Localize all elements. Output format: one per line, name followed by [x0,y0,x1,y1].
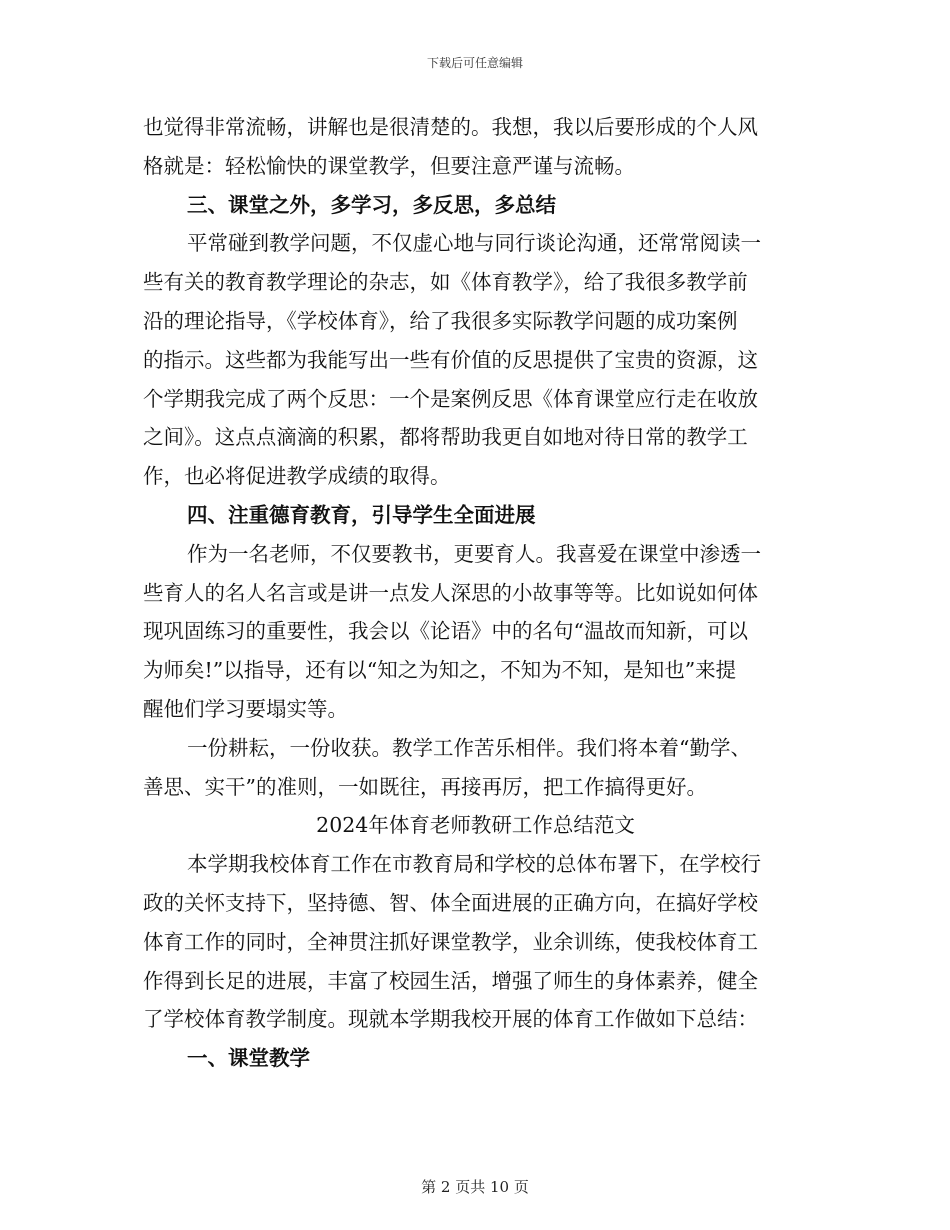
paragraph-first-line: 一份耕耘，一份收获。教学工作苦乐相伴。我们将本着“勤学、 [187,735,751,760]
body-text-line: 的指示。这些都为我能写出一些有价值的反思提供了宝贵的资源，这 [143,347,758,372]
body-text-line: 了学校体育教学制度。现就本学期我校开展的体育工作做如下总结： [143,1007,758,1032]
document-body [143,108,808,1078]
body-text-line: 作，也必将促进教学成绩的取得。 [143,464,451,489]
body-text-line: 格就是：轻松愉快的课堂教学，但要注意严谨与流畅。 [143,153,635,178]
section-heading: 一、课堂教学 [187,1046,310,1071]
section-heading: 三、课堂之外，多学习，多反思，多总结 [187,192,556,217]
article-title: 2024年体育老师教研工作总结范文 [316,813,635,838]
body-text-line: 为师矣!”以指导，还有以“知之为知之，不知为不知，是知也”来提 [143,658,737,683]
body-text-line: 之间》。这点点滴滴的积累，都将帮助我更自如地对待日常的教学工 [143,425,748,450]
page-header: 下载后可任意编辑 [426,56,523,70]
section-heading: 四、注重德育教育，引导学生全面进展 [187,502,536,527]
body-text-line: 体育工作的同时，全神贯注抓好课堂教学，业余训练，使我校体育工 [143,929,758,954]
page-footer: 第 2 页共 10 页 [421,1178,529,1196]
body-text-line: 沿的理论指导，《学校体育》，给了我很多实际教学问题的成功案例 [143,308,738,333]
body-text-line: 政的关怀支持下，坚持德、智、体全面进展的正确方向，在搞好学校 [143,890,758,915]
body-text-line: 个学期我完成了两个反思：一个是案例反思《体育课堂应行走在收放 [143,386,758,411]
body-text-line: 也觉得非常流畅，讲解也是很清楚的。我想，我以后要形成的个人风 [143,115,758,139]
body-text-line: 善思、实干”的准则，一如既往，再接再厉，把工作搞得更好。 [143,774,707,799]
paragraph-first-line: 本学期我校体育工作在市教育局和学校的总体布署下，在学校行 [187,852,761,877]
body-text-line: 些有关的教育教学理论的杂志，如《体育教学》，给了我很多教学前 [143,270,748,295]
paragraph-first-line: 平常碰到教学问题，不仅虚心地与同行谈论沟通，还常常阅读一 [187,231,761,256]
body-text-line: 些育人的名人名言或是讲一点发人深思的小故事等等。比如说如何体 [143,580,758,605]
body-text-line: 作得到长足的进展，丰富了校园生活，增强了师生的身体素养，健全 [143,968,758,993]
body-text-line: 醒他们学习要塌实等。 [143,696,348,721]
paragraph-first-line: 作为一名老师，不仅要教书，更要育人。我喜爱在课堂中渗透一 [187,541,761,566]
body-text-line: 现巩固练习的重要性，我会以《论语》中的名句“温故而知新，可以 [143,619,748,644]
